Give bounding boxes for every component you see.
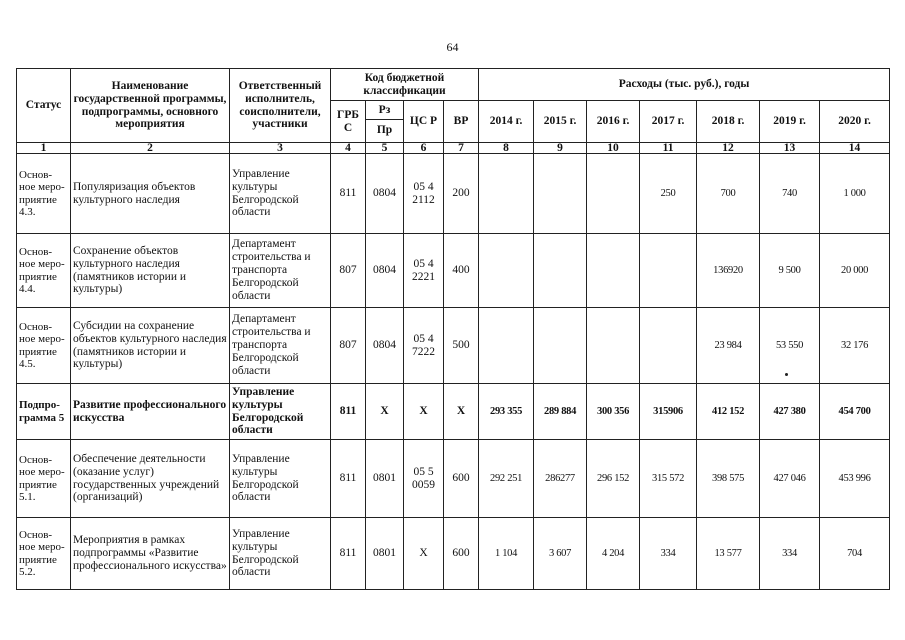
row-amount-2016 <box>587 154 640 234</box>
row-amount-2016: 296 152 <box>587 440 640 518</box>
row-rzpr: 0804 <box>366 154 404 234</box>
row-csr: 05 4 7222 <box>404 308 444 384</box>
col-header-executor: Ответственный исполнитель, соисполнители, участники <box>230 69 331 143</box>
row-amount-2019: 740 <box>760 154 820 234</box>
row-rzpr: Х <box>366 384 404 440</box>
col-header-year: 2018 г. <box>697 101 760 143</box>
row-amount-2018: 700 <box>697 154 760 234</box>
row-amount-2014 <box>479 234 534 308</box>
row-rzpr: 0804 <box>366 234 404 308</box>
col-header-name: Наименование государственной программы, подпрограммы, основного мероприятия <box>71 69 230 143</box>
col-header-code-group: Код бюджетной классификации <box>331 69 479 101</box>
row-status: Подпро-грамма 5 <box>17 384 71 440</box>
table-row <box>17 518 890 590</box>
column-number: 5 <box>366 143 404 154</box>
row-executor: Управление культуры Белгородской области <box>230 384 331 440</box>
row-grbs: 811 <box>331 154 366 234</box>
table-row <box>17 384 890 440</box>
row-amount-2020: 32 176 <box>820 308 890 384</box>
row-amount-2018: 136920 <box>697 234 760 308</box>
col-header-year: 2020 г. <box>820 101 890 143</box>
row-vr: Х <box>444 384 479 440</box>
row-name: Развитие профессионального искусства <box>71 384 230 440</box>
column-number: 13 <box>760 143 820 154</box>
row-executor: Департамент строительства и транспорта Белгородской области <box>230 234 331 308</box>
row-csr: 05 5 0059 <box>404 440 444 518</box>
row-amount-2015 <box>534 308 587 384</box>
row-name: Субсидии на сохранение объектов культурного наследия (памятников истории и культуры) <box>71 308 230 384</box>
row-vr: 200 <box>444 154 479 234</box>
col-header-year: 2016 г. <box>587 101 640 143</box>
row-name: Мероприятия в рамках подпрограммы «Развитие профессионального искусства» <box>71 518 230 590</box>
column-number: 14 <box>820 143 890 154</box>
row-amount-2015: 286277 <box>534 440 587 518</box>
table-row <box>17 154 890 234</box>
row-amount-2019: 9 500 <box>760 234 820 308</box>
row-amount-2015 <box>534 154 587 234</box>
row-amount-2020: 454 700 <box>820 384 890 440</box>
col-header-rz: Рз <box>366 102 403 120</box>
column-number: 4 <box>331 143 366 154</box>
row-amount-2014: 1 104 <box>479 518 534 590</box>
row-amount-2019: 334 <box>760 518 820 590</box>
row-vr: 600 <box>444 440 479 518</box>
row-amount-2018: 398 575 <box>697 440 760 518</box>
col-header-expenses-group: Расходы (тыс. руб.), годы <box>479 69 890 101</box>
row-csr: 05 4 2112 <box>404 154 444 234</box>
row-executor: Департамент строительства и транспорта Белгородской области <box>230 308 331 384</box>
row-status: Основ-ное меро-приятие 5.2. <box>17 518 71 590</box>
row-amount-2019: 427 380 <box>760 384 820 440</box>
table-row <box>17 234 890 308</box>
row-rzpr: 0801 <box>366 440 404 518</box>
column-number: 2 <box>71 143 230 154</box>
col-header-year: 2014 г. <box>479 101 534 143</box>
row-amount-2015 <box>534 234 587 308</box>
row-grbs: 811 <box>331 518 366 590</box>
column-number: 6 <box>404 143 444 154</box>
row-amount-2014 <box>479 154 534 234</box>
row-amount-2014: 292 251 <box>479 440 534 518</box>
row-amount-2018: 13 577 <box>697 518 760 590</box>
row-amount-2017: 315906 <box>640 384 697 440</box>
row-amount-2016: 4 204 <box>587 518 640 590</box>
column-number-row <box>17 143 890 154</box>
row-csr: Х <box>404 384 444 440</box>
row-vr: 600 <box>444 518 479 590</box>
row-csr: 05 4 2221 <box>404 234 444 308</box>
column-number: 7 <box>444 143 479 154</box>
table-row <box>17 440 890 518</box>
col-header-grbs: ГРБ С <box>331 101 366 143</box>
row-amount-2015: 3 607 <box>534 518 587 590</box>
row-amount-2020: 704 <box>820 518 890 590</box>
row-amount-2020: 1 000 <box>820 154 890 234</box>
col-header-vr: ВР <box>444 101 479 143</box>
table-row <box>17 308 890 384</box>
row-executor: Управление культуры Белгородской области <box>230 154 331 234</box>
row-amount-2018: 412 152 <box>697 384 760 440</box>
row-amount-2016: 300 356 <box>587 384 640 440</box>
row-name: Популяризация объектов культурного наследия <box>71 154 230 234</box>
row-rzpr: 0804 <box>366 308 404 384</box>
row-name: Обеспечение деятельности (оказание услуг) государственных учреждений (организаций) <box>71 440 230 518</box>
column-number: 9 <box>534 143 587 154</box>
row-rzpr: 0801 <box>366 518 404 590</box>
column-number: 3 <box>230 143 331 154</box>
column-number: 1 <box>17 143 71 154</box>
row-status: Основ-ное меро-приятие 4.3. <box>17 154 71 234</box>
column-number: 8 <box>479 143 534 154</box>
row-amount-2017: 315 572 <box>640 440 697 518</box>
row-status: Основ-ное меро-приятие 5.1. <box>17 440 71 518</box>
row-executor: Управление культуры Белгородской области <box>230 440 331 518</box>
row-amount-2014 <box>479 308 534 384</box>
row-vr: 400 <box>444 234 479 308</box>
row-amount-2014: 293 355 <box>479 384 534 440</box>
row-amount-2019: 53 550 <box>760 308 820 384</box>
row-grbs: 807 <box>331 308 366 384</box>
row-vr: 500 <box>444 308 479 384</box>
row-amount-2017: 334 <box>640 518 697 590</box>
column-number: 10 <box>587 143 640 154</box>
row-amount-2019: 427 046 <box>760 440 820 518</box>
row-amount-2017 <box>640 308 697 384</box>
row-executor: Управление культуры Белгородской области <box>230 518 331 590</box>
row-grbs: 807 <box>331 234 366 308</box>
row-status: Основ-ное меро-приятие 4.4. <box>17 234 71 308</box>
row-grbs: 811 <box>331 440 366 518</box>
col-header-csr: ЦС Р <box>404 101 444 143</box>
row-amount-2017 <box>640 234 697 308</box>
row-csr: Х <box>404 518 444 590</box>
row-amount-2020: 20 000 <box>820 234 890 308</box>
row-name: Сохранение объектов культурного наследия (памятников истории и культуры) <box>71 234 230 308</box>
budget-table <box>16 68 890 590</box>
col-header-rzpr <box>366 101 404 143</box>
col-header-status: Статус <box>17 69 71 143</box>
column-number: 11 <box>640 143 697 154</box>
row-status: Основ-ное меро-приятие 4.5. <box>17 308 71 384</box>
row-amount-2020: 453 996 <box>820 440 890 518</box>
col-header-year: 2015 г. <box>534 101 587 143</box>
row-amount-2016 <box>587 308 640 384</box>
row-amount-2015: 289 884 <box>534 384 587 440</box>
row-grbs: 811 <box>331 384 366 440</box>
row-amount-2017: 250 <box>640 154 697 234</box>
row-amount-2018: 23 984 <box>697 308 760 384</box>
scan-speck <box>785 373 788 376</box>
col-header-year: 2019 г. <box>760 101 820 143</box>
row-amount-2016 <box>587 234 640 308</box>
column-number: 12 <box>697 143 760 154</box>
page-number: 64 <box>446 40 459 54</box>
header-row <box>17 69 890 101</box>
col-header-year: 2017 г. <box>640 101 697 143</box>
col-header-pr: Пр <box>376 124 393 136</box>
